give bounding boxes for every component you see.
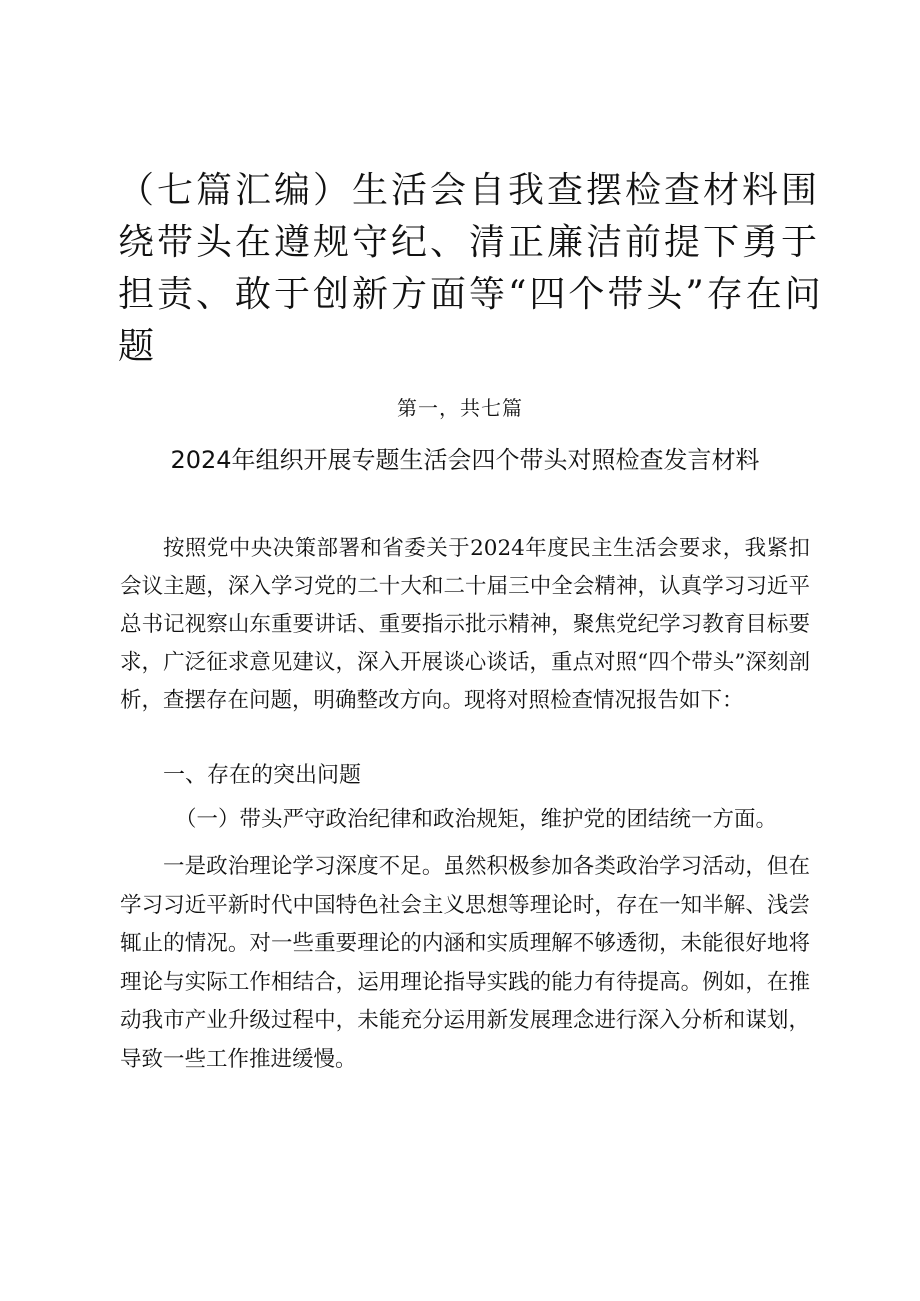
article-number: 第一，共七篇 <box>397 396 523 420</box>
article-title: 2024年组织开展专题生活会四个带头对照检查发言材料 <box>170 446 760 474</box>
body-paragraph: 一是政治理论学习深度不足。虽然积极参加各类政治学习活动，但在学习习近平新时代中国特色社会主义思想等理论时，存在一知半解、浅尝辄止的情况。对一些重要理论的内涵和实质理解不够透彻，未能很好地将理论与实际工作相结合，运用理论指导实践的能力有待提高。例如，在推动我市产业升级过程中，未能充分运用新发展理念进行深入分析和谋划，导致一些工作推进缓慢。 <box>120 854 810 1072</box>
subsection-heading: （一）带头严守政治纪律和政治规矩，维护党的团结统一方面。 <box>175 807 778 832</box>
intro-paragraph: 按照党中央决策部署和省委关于2024年度民主生活会要求，我紧扣会议主题，深入学习党的二十大和二十届三中全会精神，认真学习习近平总书记视察山东重要讲话、重要指示批示精神，聚焦党纪学习教育目标要求，广泛征求意见建议，深入开展谈心谈话，重点对照“四个带头”深刻剖析，查摆存在问题，明确整改方向。现将对照检查情况报告如下： <box>120 536 810 713</box>
document-title: （七篇汇编）生活会自我查摆检查材料围绕带头在遵规守纪、清正廉洁前提下勇于担责、敢于创新方面等“四个带头”存在问题 <box>118 170 824 367</box>
section-heading: 一、存在的突出问题 <box>163 763 362 788</box>
